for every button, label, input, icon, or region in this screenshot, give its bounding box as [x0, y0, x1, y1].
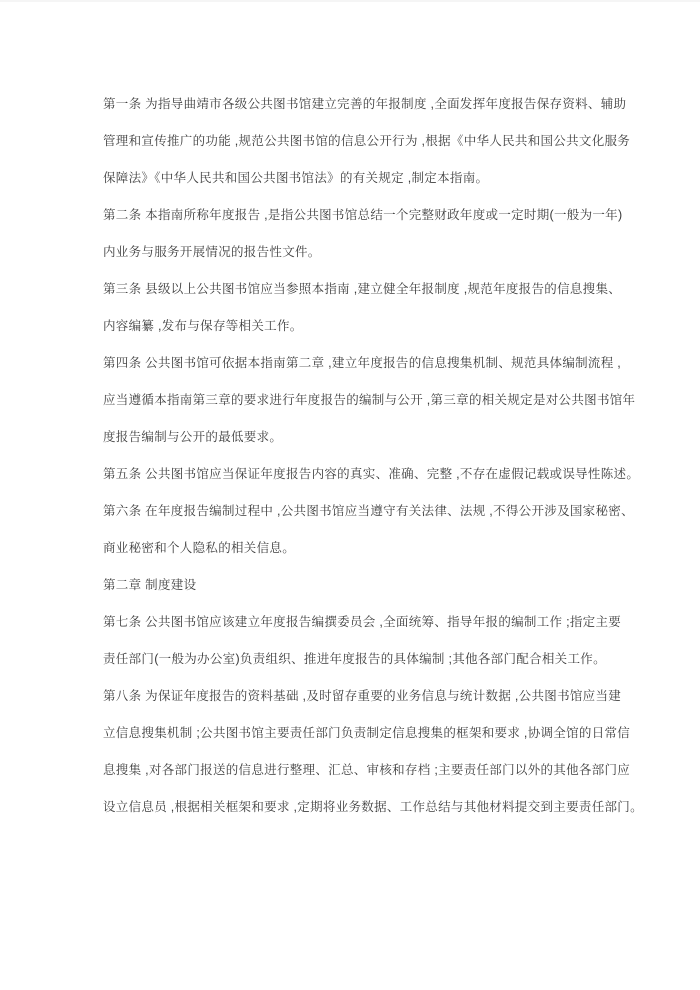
text-line: 第六条 在年度报告编制过程中 ,公共图书馆应当遵守有关法律、法规 ,不得公开涉及国家秘密、: [103, 504, 634, 518]
text-line: 度报告编制与公开的最低要求。: [103, 430, 283, 444]
text-line: 第七条 公共图书馆应该建立年度报告编撰委员会 ,全面统筹、指导年报的编制工作 ;指定主要: [103, 615, 622, 629]
text-line: 第八条 为保证年度报告的资料基础 ,及时留存重要的业务信息与统计数据 ,公共图书馆应当建: [103, 689, 622, 703]
text-line: 管理和宣传推广的功能 ,规范公共图书馆的信息公开行为 ,根据《中华人民共和国公共文化服务: [103, 134, 631, 148]
text-line: 商业秘密和个人隐私的相关信息。: [103, 541, 296, 555]
text-line: 第二章 制度建设: [103, 578, 197, 592]
text-line: 息搜集 ,对各部门报送的信息进行整理、汇总、审核和存档 ;主要责任部门以外的其他各部门应: [103, 763, 631, 777]
text-line: 第五条 公共图书馆应当保证年度报告内容的真实、准确、完整 ,不存在虚假记载或误导性陈述。: [103, 467, 640, 481]
text-line: 应当遵循本指南第三章的要求进行年度报告的编制与公开 ,第三章的相关规定是对公共图书馆年: [103, 393, 636, 407]
text-line: 第一条 为指导曲靖市各级公共图书馆建立完善的年报制度 ,全面发挥年度报告保存资料、辅助: [103, 97, 627, 111]
text-line: 立信息搜集机制 ;公共图书馆主要责任部门负责制定信息搜集的框架和要求 ,协调全馆的日常信: [103, 726, 631, 740]
text-line: 内容编纂 ,发布与保存等相关工作。: [103, 319, 303, 333]
text-line: 设立信息员 ,根据相关框架和要求 ,定期将业务数据、工作总结与其他材料提交到主要责任部门。: [103, 800, 643, 814]
text-line: 第四条 公共图书馆可依据本指南第二章 ,建立年度报告的信息搜集机制、规范具体编制流程 ,: [103, 356, 622, 370]
document-text-block: [103, 86, 643, 826]
text-line: 第二条 本指南所称年度报告 ,是指公共图书馆总结一个完整财政年度或一定时期(一般为一年): [103, 208, 623, 222]
text-line: 第三条 县级以上公共图书馆应当参照本指南 ,建立健全年报制度 ,规范年度报告的信息搜集、: [103, 282, 622, 296]
text-line: 保障法》《中华人民共和国公共图书馆法》的有关规定 ,制定本指南。: [103, 171, 489, 185]
text-line: 责任部门(一般为办公室)负责组织、推进年度报告的具体编制 ;其他各部门配合相关工作。: [103, 652, 606, 666]
text-line: 内业务与服务开展情况的报告性文件。: [103, 245, 321, 259]
